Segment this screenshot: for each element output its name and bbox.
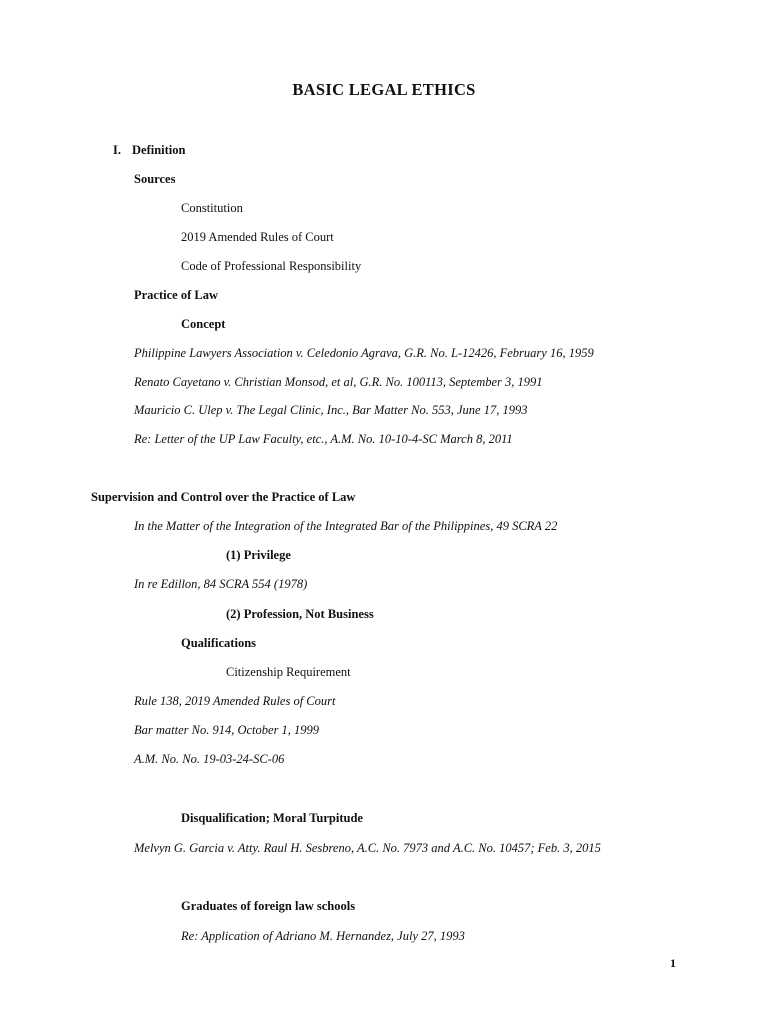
case-citation: Re: Application of Adriano M. Hernandez, July 27, 1993 bbox=[181, 929, 465, 943]
heading-sources: Sources bbox=[134, 172, 176, 186]
case-citation: Bar matter No. 914, October 1, 1999 bbox=[134, 723, 320, 737]
subheading-citizenship: Citizenship Requirement bbox=[226, 665, 351, 679]
source-constitution: Constitution bbox=[181, 201, 243, 215]
case-citation: Rule 138, 2019 Amended Rules of Court bbox=[134, 694, 336, 708]
case-citation: Re: Letter of the UP Law Faculty, etc., A.M. No. 10-10-4-SC March 8, 2011 bbox=[134, 432, 513, 446]
section-numeral: I. bbox=[113, 143, 121, 157]
document-title: BASIC LEGAL ETHICS bbox=[292, 80, 476, 99]
heading-qualifications: Qualifications bbox=[181, 636, 257, 650]
page-number: 1 bbox=[670, 956, 676, 970]
case-citation: Philippine Lawyers Association v. Celedonio Agrava, G.R. No. L-12426, February 16, 1959 bbox=[134, 346, 594, 360]
heading-foreign-grads: Graduates of foreign law schools bbox=[181, 899, 356, 913]
heading-disqualification: Disqualification; Moral Turpitude bbox=[181, 811, 363, 825]
case-citation: A.M. No. No. 19-03-24-SC-06 bbox=[134, 752, 285, 766]
source-rules-of-court: 2019 Amended Rules of Court bbox=[181, 230, 334, 244]
heading-definition: Definition bbox=[132, 143, 186, 157]
heading-practice-of-law: Practice of Law bbox=[134, 288, 218, 302]
heading-privilege: (1) Privilege bbox=[226, 548, 291, 562]
heading-supervision: Supervision and Control over the Practice of Law bbox=[91, 490, 356, 504]
case-citation: In re Edillon, 84 SCRA 554 (1978) bbox=[134, 577, 308, 591]
source-code-prof-resp: Code of Professional Responsibility bbox=[181, 259, 362, 273]
case-citation: Melvyn G. Garcia v. Atty. Raul H. Sesbreno, A.C. No. 7973 and A.C. No. 10457; Feb. 3, 2015 bbox=[134, 841, 601, 855]
case-citation: In the Matter of the Integration of the Integrated Bar of the Philippines, 49 SCRA 22 bbox=[134, 519, 558, 533]
case-citation: Renato Cayetano v. Christian Monsod, et al, G.R. No. 100113, September 3, 1991 bbox=[134, 375, 543, 389]
heading-profession: (2) Profession, Not Business bbox=[226, 607, 374, 621]
heading-concept: Concept bbox=[181, 317, 226, 331]
case-citation: Mauricio C. Ulep v. The Legal Clinic, Inc., Bar Matter No. 553, June 17, 1993 bbox=[134, 403, 528, 417]
